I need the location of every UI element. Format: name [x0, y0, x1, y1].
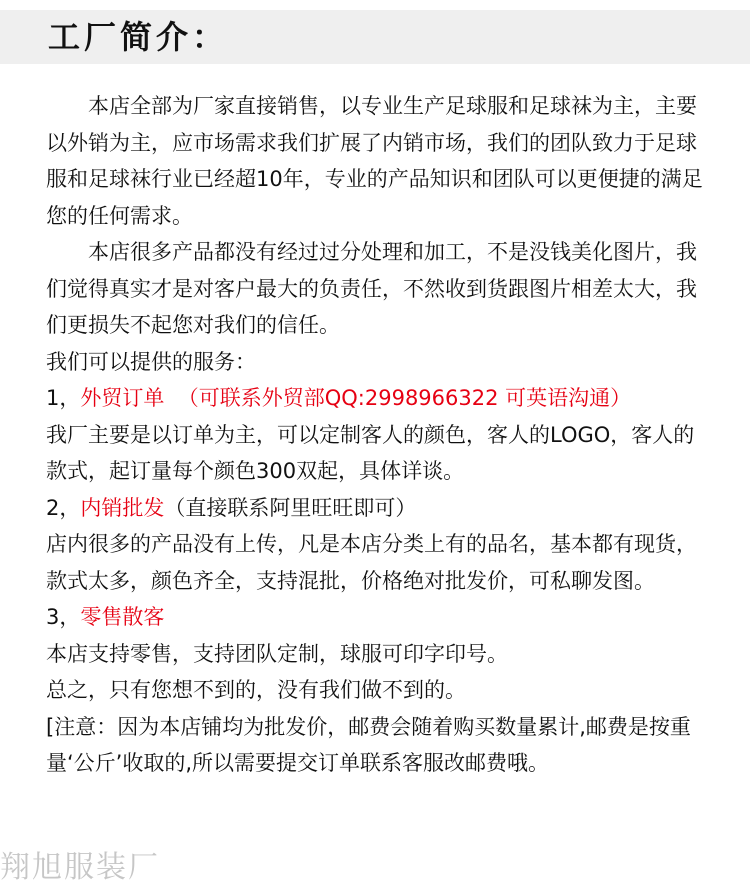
page-title: 工厂简介：: [48, 18, 229, 56]
service-note: （直接联系阿里旺旺即可）: [164, 495, 417, 520]
content-body: [46, 88, 714, 782]
header-band: [0, 10, 750, 64]
service-number: 1，: [46, 386, 81, 410]
summary-text: 总之，只有您想不到的，没有我们做不到的。: [46, 678, 466, 702]
service-item-3-body: 本店支持零售，支持团队定制，球服可印字印号。: [46, 641, 508, 666]
service-item-1-heading: [46, 380, 714, 417]
watermark: 翔旭服装厂: [0, 850, 160, 885]
service-number: 2，: [46, 495, 81, 520]
intro-paragraph-2: 本店很多产品都没有经过过分处理和加工，不是没钱美化图片，我们觉得真实才是对客户最大的负责任，不然收到货跟图片相差太大，我们更损失不起您对我们的信任。: [46, 240, 697, 337]
notice-text: [注意：因为本店铺均为批发价，邮费会随着购买数量累计,邮费是按重量‘公斤’收取的,所以需要提交订单联系客服改邮费哦。: [46, 714, 691, 775]
service-title: 内销批发: [80, 495, 165, 520]
service-title: 零售散客: [80, 605, 165, 629]
intro-paragraph-1: 本店全部为厂家直接销售，以专业生产足球服和足球袜为主，主要以外销为主，应市场需求我们扩展了内销市场，我们的团队致力于足球服和足球袜行业已经超10年，专业的产品知识和团队可以更便捷的满足您的任何需求。: [46, 94, 703, 228]
service-item-2-body: 店内很多的产品没有上传，凡是本店分类上有的品名，基本都有现货，款式太多，颜色齐全，支持混批，价格绝对批发价，可私聊发图。: [46, 532, 697, 593]
service-item-3-heading: [46, 599, 714, 636]
service-item-2-heading: [46, 490, 714, 527]
services-heading: 我们可以提供的服务：: [46, 349, 256, 374]
service-note: （可联系外贸部QQ:2998966322 可英语沟通）: [177, 386, 632, 410]
service-number: 3，: [46, 605, 81, 629]
service-title: 外贸订单: [80, 386, 165, 410]
service-item-1-body: 我厂主要是以订单为主，可以定制客人的颜色，客人的LOGO，客人的款式，起订量每个颜色300双起，具体详谈。: [46, 422, 695, 483]
